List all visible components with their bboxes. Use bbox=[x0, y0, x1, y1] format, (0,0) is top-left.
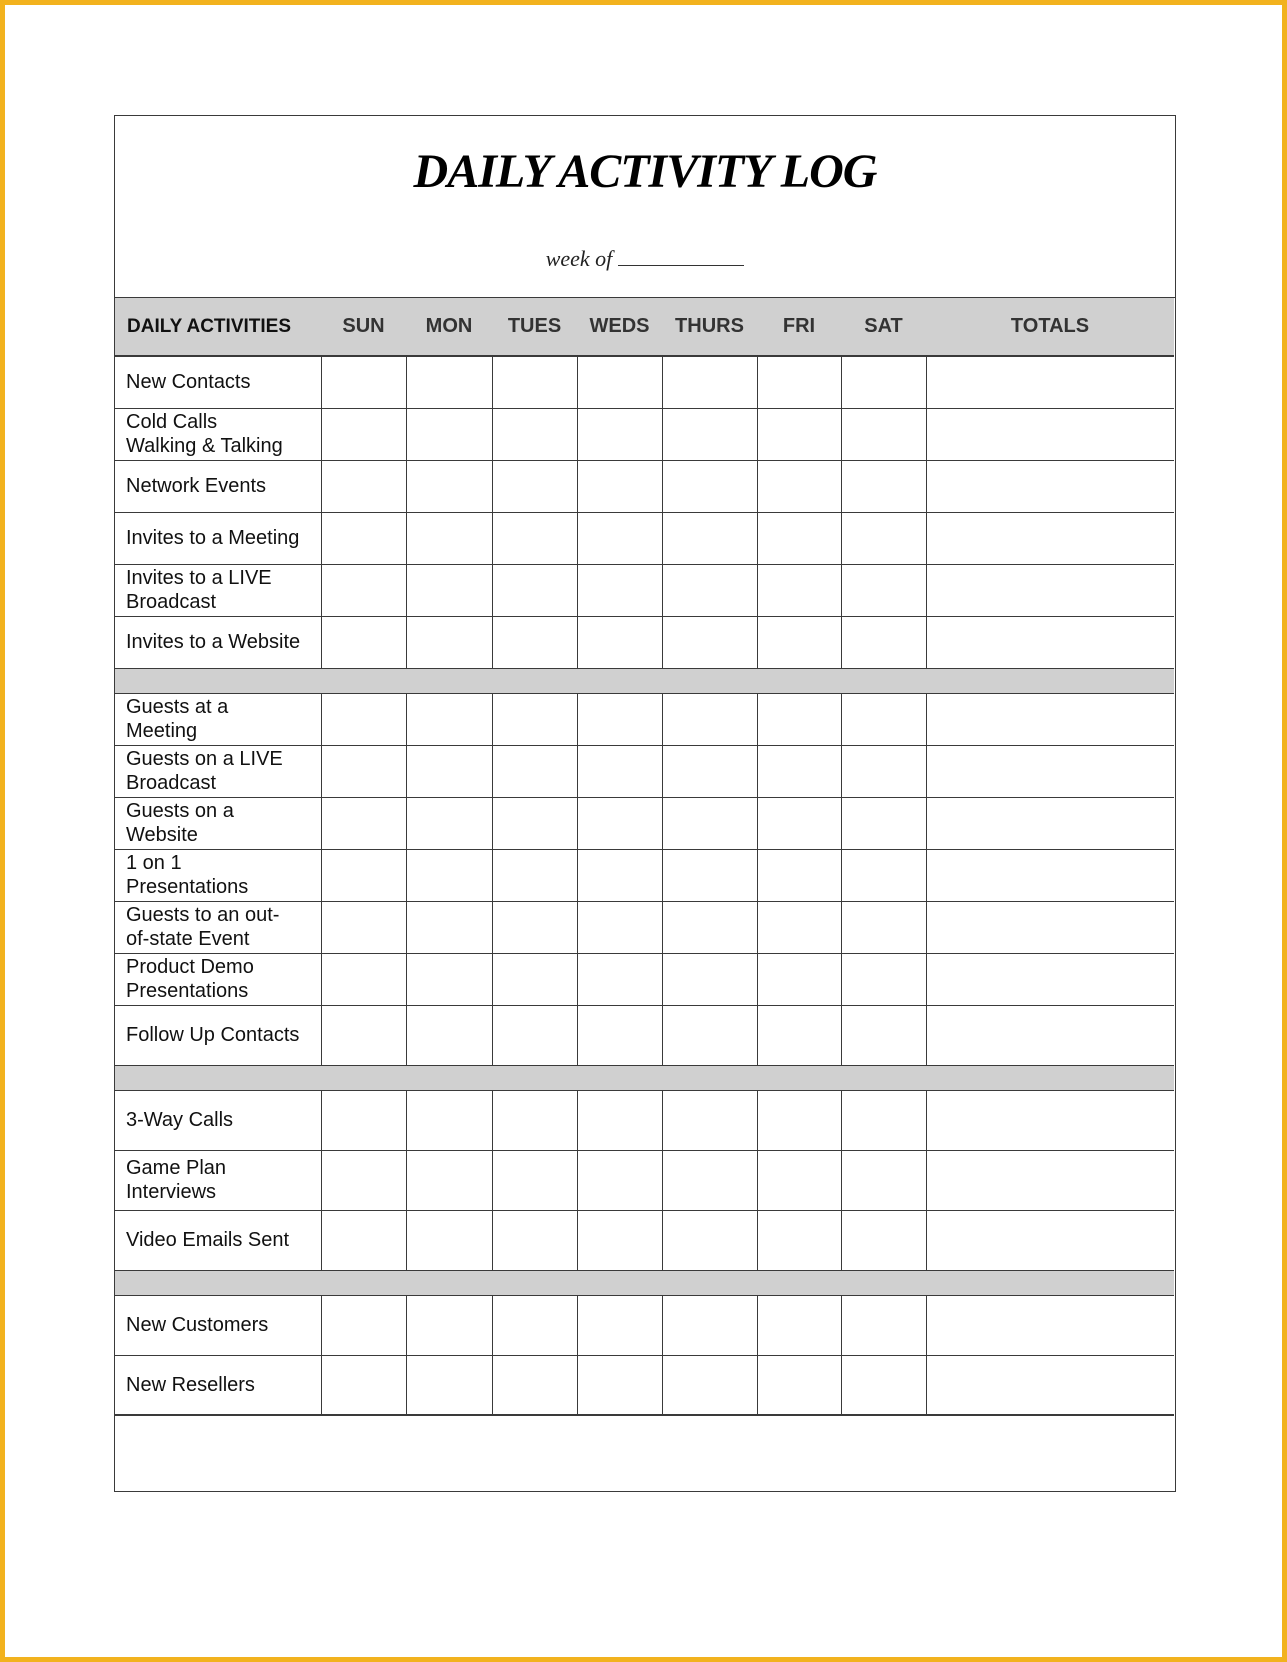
entry-cell-fri[interactable] bbox=[757, 408, 841, 460]
entry-cell-thurs[interactable] bbox=[662, 460, 757, 512]
column-header-mon: MON bbox=[406, 298, 492, 356]
table-row bbox=[115, 460, 1174, 512]
activity-label: Guests on a Website bbox=[115, 797, 321, 849]
entry-cell-weds[interactable] bbox=[577, 901, 662, 953]
entry-cell-tues[interactable] bbox=[492, 953, 577, 1005]
entry-cell-thurs[interactable] bbox=[662, 745, 757, 797]
table-row bbox=[115, 1210, 1174, 1270]
entry-cell-fri[interactable] bbox=[757, 356, 841, 408]
activity-label: New Contacts bbox=[115, 356, 321, 408]
entry-cell-mon[interactable] bbox=[406, 356, 492, 408]
entry-cell-thurs[interactable] bbox=[662, 849, 757, 901]
table-row bbox=[115, 849, 1174, 901]
activity-label: Game Plan Interviews bbox=[115, 1150, 321, 1210]
activity-label: Network Events bbox=[115, 460, 321, 512]
entry-cell-tues[interactable] bbox=[492, 460, 577, 512]
entry-cell-mon[interactable] bbox=[406, 797, 492, 849]
entry-cell-weds[interactable] bbox=[577, 953, 662, 1005]
entry-cell-fri[interactable] bbox=[757, 1355, 841, 1415]
entry-cell-mon[interactable] bbox=[406, 1210, 492, 1270]
entry-cell-weds[interactable] bbox=[577, 512, 662, 564]
entry-cell-tues[interactable] bbox=[492, 1295, 577, 1355]
entry-cell-fri[interactable] bbox=[757, 460, 841, 512]
entry-cell-tues[interactable] bbox=[492, 1090, 577, 1150]
entry-cell-sat[interactable] bbox=[841, 460, 926, 512]
entry-cell-totals[interactable] bbox=[926, 1355, 1174, 1415]
entry-cell-weds[interactable] bbox=[577, 1295, 662, 1355]
entry-cell-thurs[interactable] bbox=[662, 1090, 757, 1150]
entry-cell-tues[interactable] bbox=[492, 797, 577, 849]
entry-cell-mon[interactable] bbox=[406, 953, 492, 1005]
entry-cell-mon[interactable] bbox=[406, 460, 492, 512]
entry-cell-sat[interactable] bbox=[841, 356, 926, 408]
entry-cell-mon[interactable] bbox=[406, 1150, 492, 1210]
entry-cell-thurs[interactable] bbox=[662, 1210, 757, 1270]
entry-cell-totals[interactable] bbox=[926, 745, 1174, 797]
activity-label: Cold Calls Walking & Talking bbox=[115, 408, 321, 460]
entry-cell-fri[interactable] bbox=[757, 1150, 841, 1210]
entry-cell-sat[interactable] bbox=[841, 1005, 926, 1065]
entry-cell-sun[interactable] bbox=[321, 1210, 406, 1270]
table-row bbox=[115, 408, 1174, 460]
entry-cell-sat[interactable] bbox=[841, 616, 926, 668]
column-header-weds: WEDS bbox=[577, 298, 662, 356]
entry-cell-tues[interactable] bbox=[492, 1355, 577, 1415]
entry-cell-weds[interactable] bbox=[577, 460, 662, 512]
entry-cell-fri[interactable] bbox=[757, 953, 841, 1005]
entry-cell-sun[interactable] bbox=[321, 512, 406, 564]
entry-cell-weds[interactable] bbox=[577, 1150, 662, 1210]
entry-cell-tues[interactable] bbox=[492, 1005, 577, 1065]
entry-cell-thurs[interactable] bbox=[662, 564, 757, 616]
activity-label: Guests to an out- of-state Event bbox=[115, 901, 321, 953]
entry-cell-tues[interactable] bbox=[492, 901, 577, 953]
entry-cell-fri[interactable] bbox=[757, 1090, 841, 1150]
entry-cell-fri[interactable] bbox=[757, 1210, 841, 1270]
entry-cell-sun[interactable] bbox=[321, 1090, 406, 1150]
table-row bbox=[115, 564, 1174, 616]
column-header-totals: TOTALS bbox=[926, 298, 1174, 356]
entry-cell-weds[interactable] bbox=[577, 564, 662, 616]
entry-cell-sun[interactable] bbox=[321, 1150, 406, 1210]
entry-cell-fri[interactable] bbox=[757, 616, 841, 668]
table-body bbox=[115, 356, 1174, 1415]
entry-cell-thurs[interactable] bbox=[662, 797, 757, 849]
entry-cell-sun[interactable] bbox=[321, 1295, 406, 1355]
entry-cell-mon[interactable] bbox=[406, 564, 492, 616]
activity-label: Invites to a Website bbox=[115, 616, 321, 668]
entry-cell-thurs[interactable] bbox=[662, 1005, 757, 1065]
entry-cell-thurs[interactable] bbox=[662, 953, 757, 1005]
entry-cell-weds[interactable] bbox=[577, 1355, 662, 1415]
column-header-fri: FRI bbox=[757, 298, 841, 356]
entry-cell-sun[interactable] bbox=[321, 1355, 406, 1415]
table-row bbox=[115, 901, 1174, 953]
entry-cell-mon[interactable] bbox=[406, 901, 492, 953]
entry-cell-thurs[interactable] bbox=[662, 408, 757, 460]
entry-cell-thurs[interactable] bbox=[662, 1150, 757, 1210]
entry-cell-totals[interactable] bbox=[926, 408, 1174, 460]
entry-cell-mon[interactable] bbox=[406, 693, 492, 745]
column-header-tues: TUES bbox=[492, 298, 577, 356]
entry-cell-weds[interactable] bbox=[577, 408, 662, 460]
week-of-blank-field[interactable] bbox=[618, 247, 744, 266]
page-title: DAILY ACTIVITY LOG bbox=[413, 145, 877, 198]
entry-cell-weds[interactable] bbox=[577, 849, 662, 901]
entry-cell-sun[interactable] bbox=[321, 693, 406, 745]
table-row bbox=[115, 1150, 1174, 1210]
week-of-line bbox=[115, 246, 1175, 272]
entry-cell-sun[interactable] bbox=[321, 460, 406, 512]
entry-cell-mon[interactable] bbox=[406, 1005, 492, 1065]
entry-cell-fri[interactable] bbox=[757, 797, 841, 849]
entry-cell-sat[interactable] bbox=[841, 693, 926, 745]
entry-cell-thurs[interactable] bbox=[662, 512, 757, 564]
table-row bbox=[115, 512, 1174, 564]
table-row bbox=[115, 1005, 1174, 1065]
section-separator-bar bbox=[115, 1270, 1174, 1295]
entry-cell-fri[interactable] bbox=[757, 745, 841, 797]
entry-cell-sat[interactable] bbox=[841, 1210, 926, 1270]
entry-cell-totals[interactable] bbox=[926, 953, 1174, 1005]
entry-cell-sun[interactable] bbox=[321, 1005, 406, 1065]
entry-cell-sun[interactable] bbox=[321, 849, 406, 901]
entry-cell-totals[interactable] bbox=[926, 564, 1174, 616]
entry-cell-totals[interactable] bbox=[926, 1005, 1174, 1065]
entry-cell-weds[interactable] bbox=[577, 1005, 662, 1065]
entry-cell-tues[interactable] bbox=[492, 512, 577, 564]
entry-cell-sun[interactable] bbox=[321, 564, 406, 616]
entry-cell-sun[interactable] bbox=[321, 901, 406, 953]
activity-label: Follow Up Contacts bbox=[115, 1005, 321, 1065]
activity-label: New Resellers bbox=[115, 1355, 321, 1415]
table-row bbox=[115, 745, 1174, 797]
activity-label: New Customers bbox=[115, 1295, 321, 1355]
entry-cell-tues[interactable] bbox=[492, 408, 577, 460]
entry-cell-thurs[interactable] bbox=[662, 616, 757, 668]
entry-cell-totals[interactable] bbox=[926, 460, 1174, 512]
entry-cell-fri[interactable] bbox=[757, 1295, 841, 1355]
entry-cell-weds[interactable] bbox=[577, 356, 662, 408]
entry-cell-weds[interactable] bbox=[577, 797, 662, 849]
entry-cell-totals[interactable] bbox=[926, 693, 1174, 745]
header-row bbox=[115, 298, 1174, 356]
activity-label: Guests at a Meeting bbox=[115, 693, 321, 745]
table-row bbox=[115, 953, 1174, 1005]
section-separator-bar bbox=[115, 668, 1174, 693]
entry-cell-sat[interactable] bbox=[841, 408, 926, 460]
entry-cell-sat[interactable] bbox=[841, 512, 926, 564]
entry-cell-thurs[interactable] bbox=[662, 901, 757, 953]
entry-cell-mon[interactable] bbox=[406, 745, 492, 797]
activity-label: 1 on 1 Presentations bbox=[115, 849, 321, 901]
column-header-sun: SUN bbox=[321, 298, 406, 356]
table-row bbox=[115, 1090, 1174, 1150]
activity-table bbox=[115, 298, 1174, 1416]
entry-cell-tues[interactable] bbox=[492, 616, 577, 668]
entry-cell-fri[interactable] bbox=[757, 901, 841, 953]
table-row bbox=[115, 616, 1174, 668]
entry-cell-tues[interactable] bbox=[492, 693, 577, 745]
section-separator bbox=[115, 1065, 1174, 1090]
entry-cell-totals[interactable] bbox=[926, 1150, 1174, 1210]
entry-cell-thurs[interactable] bbox=[662, 1295, 757, 1355]
entry-cell-sat[interactable] bbox=[841, 953, 926, 1005]
table-row bbox=[115, 1295, 1174, 1355]
entry-cell-mon[interactable] bbox=[406, 1090, 492, 1150]
activity-label: 3-Way Calls bbox=[115, 1090, 321, 1150]
activity-label: Product Demo Presentations bbox=[115, 953, 321, 1005]
entry-cell-totals[interactable] bbox=[926, 356, 1174, 408]
activity-log-sheet bbox=[114, 115, 1176, 1492]
entry-cell-fri[interactable] bbox=[757, 849, 841, 901]
entry-cell-tues[interactable] bbox=[492, 564, 577, 616]
entry-cell-thurs[interactable] bbox=[662, 1355, 757, 1415]
column-header-thurs: THURS bbox=[662, 298, 757, 356]
entry-cell-weds[interactable] bbox=[577, 1090, 662, 1150]
column-header-sat: SAT bbox=[841, 298, 926, 356]
table-row bbox=[115, 693, 1174, 745]
title-area bbox=[115, 116, 1175, 298]
entry-cell-totals[interactable] bbox=[926, 797, 1174, 849]
entry-cell-weds[interactable] bbox=[577, 693, 662, 745]
entry-cell-weds[interactable] bbox=[577, 1210, 662, 1270]
entry-cell-fri[interactable] bbox=[757, 1005, 841, 1065]
activity-label: Invites to a Meeting bbox=[115, 512, 321, 564]
entry-cell-sat[interactable] bbox=[841, 564, 926, 616]
entry-cell-mon[interactable] bbox=[406, 512, 492, 564]
activity-label: Video Emails Sent bbox=[115, 1210, 321, 1270]
table-row bbox=[115, 1355, 1174, 1415]
entry-cell-sun[interactable] bbox=[321, 356, 406, 408]
entry-cell-weds[interactable] bbox=[577, 616, 662, 668]
activity-label: Guests on a LIVE Broadcast bbox=[115, 745, 321, 797]
table-row bbox=[115, 356, 1174, 408]
entry-cell-sat[interactable] bbox=[841, 1150, 926, 1210]
entry-cell-sat[interactable] bbox=[841, 849, 926, 901]
entry-cell-sat[interactable] bbox=[841, 1355, 926, 1415]
entry-cell-tues[interactable] bbox=[492, 849, 577, 901]
entry-cell-tues[interactable] bbox=[492, 1150, 577, 1210]
column-header-daily-activities: DAILY ACTIVITIES bbox=[115, 298, 321, 356]
entry-cell-totals[interactable] bbox=[926, 1090, 1174, 1150]
entry-cell-sat[interactable] bbox=[841, 1090, 926, 1150]
entry-cell-sun[interactable] bbox=[321, 408, 406, 460]
entry-cell-sun[interactable] bbox=[321, 616, 406, 668]
entry-cell-totals[interactable] bbox=[926, 1210, 1174, 1270]
table-row bbox=[115, 797, 1174, 849]
activity-label: Invites to a LIVE Broadcast bbox=[115, 564, 321, 616]
entry-cell-tues[interactable] bbox=[492, 356, 577, 408]
entry-cell-sat[interactable] bbox=[841, 1295, 926, 1355]
entry-cell-fri[interactable] bbox=[757, 512, 841, 564]
entry-cell-mon[interactable] bbox=[406, 616, 492, 668]
entry-cell-sat[interactable] bbox=[841, 901, 926, 953]
entry-cell-thurs[interactable] bbox=[662, 356, 757, 408]
entry-cell-totals[interactable] bbox=[926, 849, 1174, 901]
entry-cell-thurs[interactable] bbox=[662, 693, 757, 745]
entry-cell-totals[interactable] bbox=[926, 1295, 1174, 1355]
section-separator bbox=[115, 1270, 1174, 1295]
entry-cell-totals[interactable] bbox=[926, 901, 1174, 953]
entry-cell-tues[interactable] bbox=[492, 1210, 577, 1270]
entry-cell-mon[interactable] bbox=[406, 408, 492, 460]
entry-cell-totals[interactable] bbox=[926, 512, 1174, 564]
week-of-label: week of bbox=[545, 246, 613, 271]
entry-cell-weds[interactable] bbox=[577, 745, 662, 797]
entry-cell-fri[interactable] bbox=[757, 564, 841, 616]
section-separator-bar bbox=[115, 1065, 1174, 1090]
entry-cell-tues[interactable] bbox=[492, 745, 577, 797]
entry-cell-sat[interactable] bbox=[841, 797, 926, 849]
entry-cell-mon[interactable] bbox=[406, 1355, 492, 1415]
entry-cell-mon[interactable] bbox=[406, 1295, 492, 1355]
entry-cell-sun[interactable] bbox=[321, 745, 406, 797]
entry-cell-sun[interactable] bbox=[321, 797, 406, 849]
entry-cell-fri[interactable] bbox=[757, 693, 841, 745]
section-separator bbox=[115, 668, 1174, 693]
entry-cell-totals[interactable] bbox=[926, 616, 1174, 668]
entry-cell-sat[interactable] bbox=[841, 745, 926, 797]
entry-cell-sun[interactable] bbox=[321, 953, 406, 1005]
entry-cell-mon[interactable] bbox=[406, 849, 492, 901]
